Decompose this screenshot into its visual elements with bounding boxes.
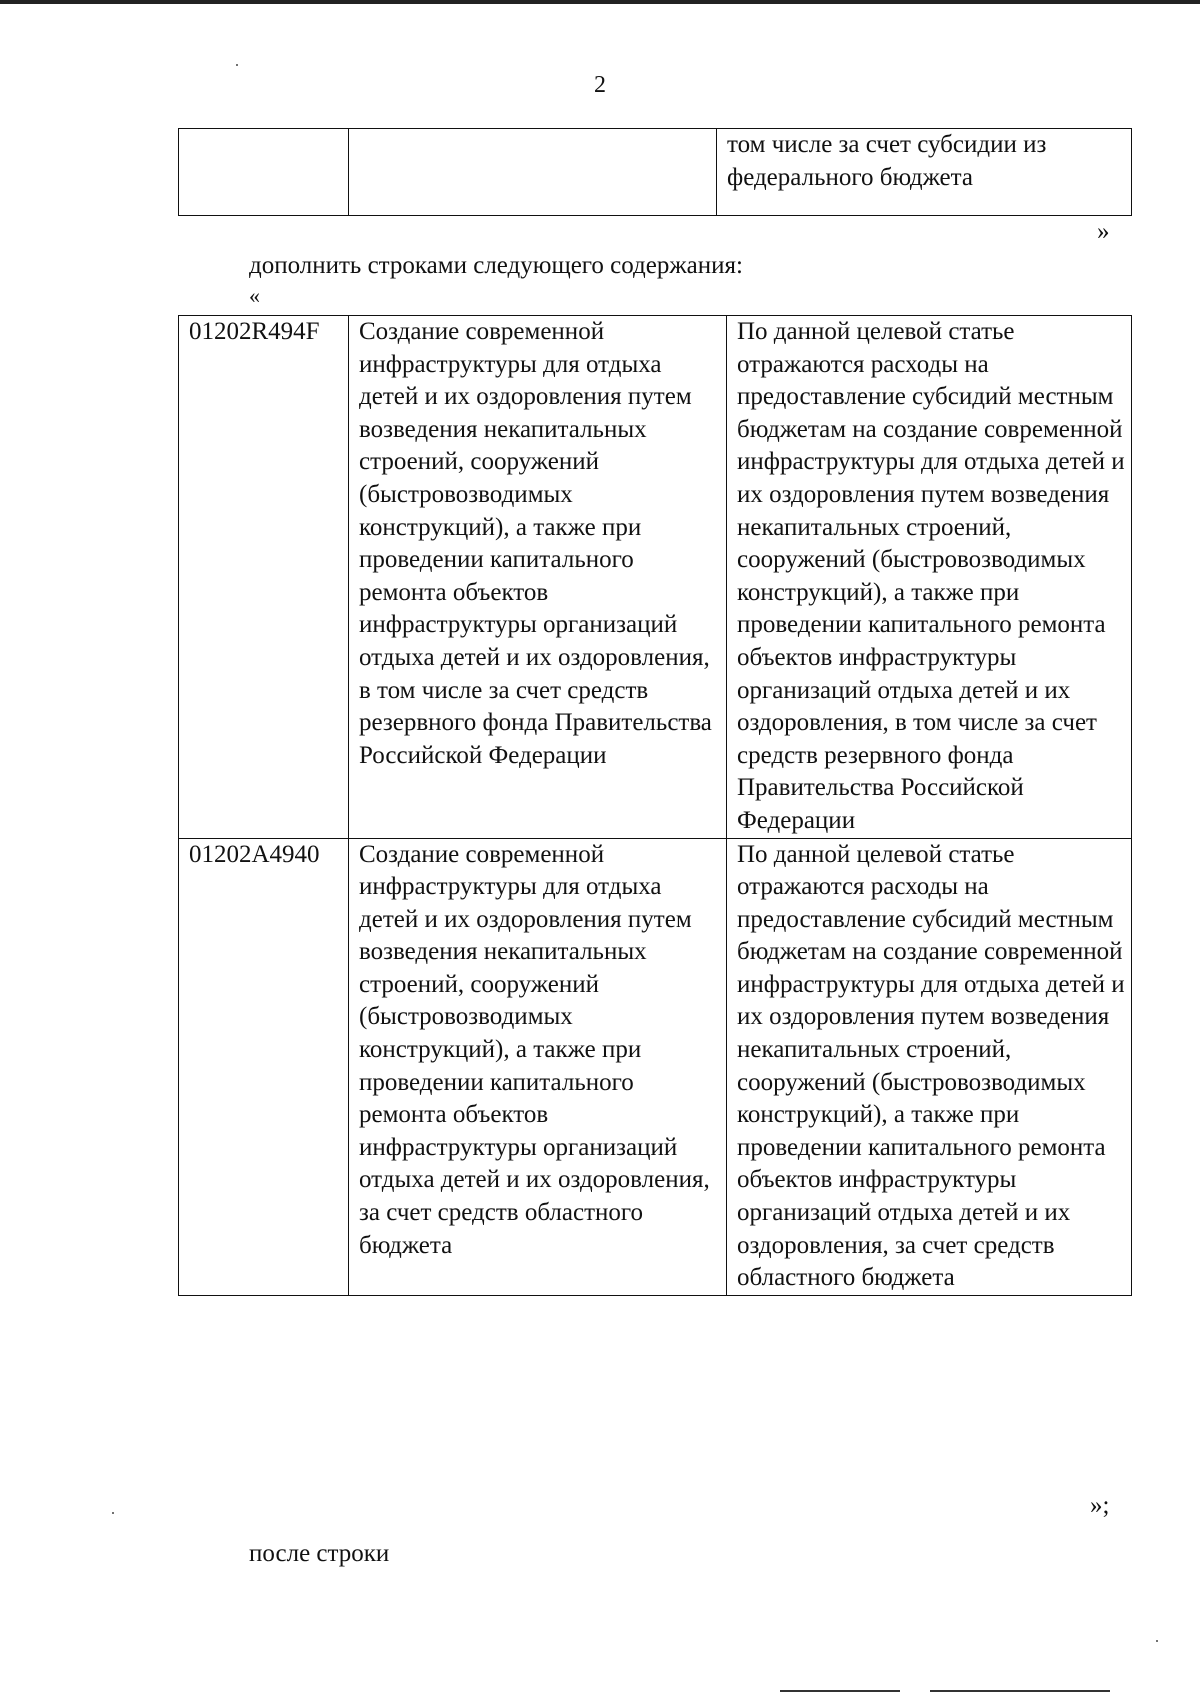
scan-artifact <box>780 1690 900 1692</box>
table-row <box>179 316 1132 839</box>
append-instruction: дополнить строками следующего содержания: <box>249 252 743 279</box>
name-cell <box>349 129 717 216</box>
name-cell: Создание современной инфраструктуры для отдыха детей и их оздоровления путем возведения некапитальных строений, сооружений (быстровозводимых конструкций), а также при проведении капитального ремонта объектов инфраструктуры организаций отдыха детей и их оздоровления, в том числе за счет средств резервного фонда Правительства Российской Федерации <box>349 316 727 839</box>
closing-quote: »; <box>1090 1492 1110 1519</box>
table-row <box>179 838 1132 1295</box>
scan-top-edge <box>0 0 1200 4</box>
code-cell: 01202A4940 <box>179 838 349 1295</box>
scan-artifact <box>930 1690 1110 1692</box>
after-row-instruction: после строки <box>249 1540 390 1567</box>
description-cell: По данной целевой статье отражаются расходы на предоставление субсидий местным бюджетам на создание современной инфраструктуры для отдыха детей и их оздоровления путем возведения некапитальных строений, сооружений (быстровозводимых конструкций), а также при проведении капитального ремонта объектов инфраструктуры организаций отдыха детей и их оздоровления, за счет средств областного бюджета <box>727 838 1132 1295</box>
code-cell <box>179 129 349 216</box>
table-row <box>179 129 1132 216</box>
page-number: 2 <box>594 72 606 98</box>
description-cell: том числе за счет субсидии из федерального бюджета <box>717 129 1132 216</box>
code-cell: 01202R494F <box>179 316 349 839</box>
continuation-table <box>178 128 1132 216</box>
budget-classification-table <box>178 315 1132 1296</box>
name-cell: Создание современной инфраструктуры для отдыха детей и их оздоровления путем возведения некапитальных строений, сооружений (быстровозводимых конструкций), а также при проведении капитального ремонта объектов инфраструктуры организаций отдыха детей и их оздоровления, за счет средств областного бюджета <box>349 838 727 1295</box>
description-cell: По данной целевой статье отражаются расходы на предоставление субсидий местным бюджетам на создание современной инфраструктуры для отдыха детей и их оздоровления путем возведения некапитальных строений, сооружений (быстровозводимых конструкций), а также при проведении капитального ремонта объектов инфраструктуры организаций отдыха детей и их оздоровления, в том числе за счет средств резервного фонда Правительства Российской Федерации <box>727 316 1132 839</box>
opening-quote: « <box>249 283 260 308</box>
closing-quote: » <box>1097 218 1110 245</box>
scan-artifact <box>236 64 238 66</box>
scan-artifact <box>1156 1640 1158 1642</box>
scan-artifact <box>112 1512 114 1514</box>
